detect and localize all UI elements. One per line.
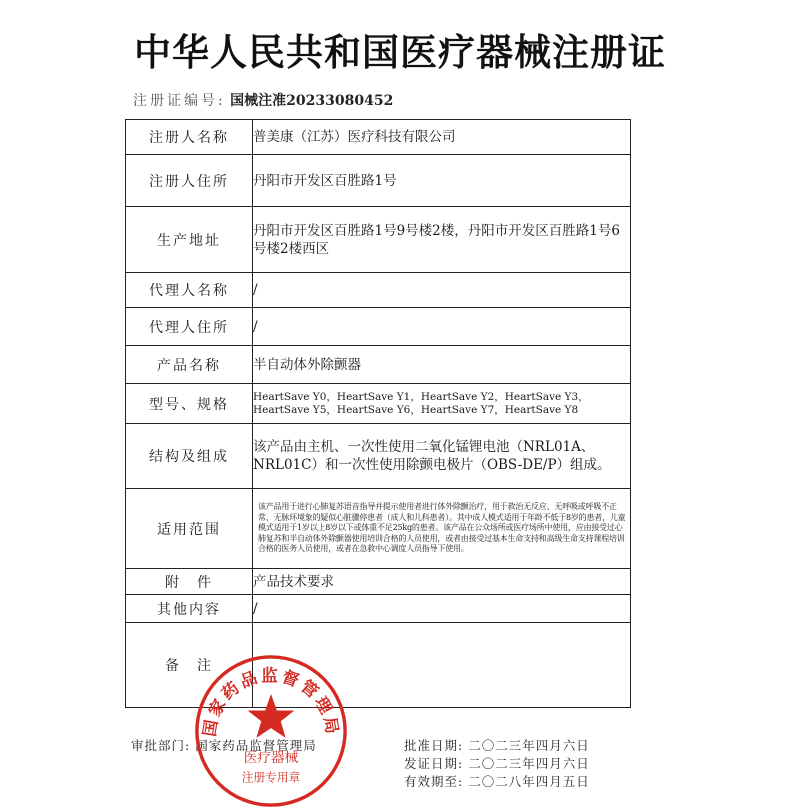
row-structure [126,424,631,489]
field-value: HeartSave Y0，HeartSave Y1，HeartSave Y2，HeartSave Y3，HeartSave Y5，HeartSave Y6，HeartSave Y7，HeartSave Y8 [253,384,631,424]
registration-number-value: 国械注准20233080452 [230,93,394,109]
field-value: 该产品由主机、一次性使用二氧化锰锂电池（NRL01A、NRL01C）和一次性使用除颤电极片（OBS-DE/P）组成。 [253,424,631,489]
field-value: 普美康（江苏）医疗科技有限公司 [253,120,631,155]
certificate-title: 中华人民共和国医疗器械注册证 [134,31,666,74]
row-agent-name [126,273,631,308]
field-label: 产品名称 [126,346,253,384]
row-model-spec [126,384,631,424]
field-label: 代理人名称 [126,273,253,308]
field-label: 备 注 [126,623,253,708]
issue-date [404,754,590,772]
field-label: 结构及组成 [126,424,253,489]
row-registrant-address [126,155,631,207]
field-label: 生产地址 [126,207,253,273]
row-registrant-name [126,120,631,155]
field-value: 丹阳市开发区百胜路1号 [253,155,631,207]
row-agent-address [126,308,631,346]
field-value: / [253,273,631,308]
field-label: 其他内容 [126,595,253,623]
valid-until-value: 二〇二八年四月五日 [468,774,590,789]
seal-star-icon [248,694,295,738]
approval-department-value: 国家药品监督管理局 [195,738,317,753]
field-value: 丹阳市开发区百胜路1号9号楼2楼，丹阳市开发区百胜路1号6号楼2楼西区 [253,207,631,273]
seal-line-2: 注册专用章 [241,770,301,785]
certificate-table [125,119,631,708]
row-attachment [126,569,631,595]
row-other [126,595,631,623]
field-value: 产品技术要求 [253,569,631,595]
field-label: 型号、规格 [126,384,253,424]
issue-date-value: 二〇二三年四月六日 [468,756,590,771]
row-scope [126,489,631,569]
approval-department-label: 审批部门: [131,738,191,753]
field-value: / [253,308,631,346]
field-label: 代理人住所 [126,308,253,346]
seal-ring-text: 国家药品监督管理局 [199,666,343,738]
field-label: 附 件 [126,569,253,595]
approval-date-label: 批准日期: [404,738,464,753]
field-label: 适用范围 [126,489,253,569]
field-value: / [253,595,631,623]
seal-line-1: 医疗器械 [243,750,299,767]
official-seal [193,653,349,809]
registration-number-label: 注册证编号: [133,93,226,109]
approval-date-value: 二〇二三年四月六日 [468,738,590,753]
row-production-address [126,207,631,273]
row-product-name [126,346,631,384]
valid-until [404,772,590,790]
valid-until-label: 有效期至: [404,774,464,789]
field-label: 注册人名称 [126,120,253,155]
issue-date-label: 发证日期: [404,756,464,771]
field-value: 该产品用于进行心肺复苏语音指导并提示使用者进行体外除颤治疗，用于救治无反应、无呼吸或呼吸不正常、无脉环境象的疑似心脏骤停患者（成人和儿科患者）。其中成人模式适用于年龄不低于8岁的患者，儿童模式适用于1岁以上8岁以下或体重不足25kg的患者。该产品在公众场所或医疗场所中使用，应由接受过心肺复苏和半自动体外除颤器使用培训合格的人员使用，或者由接受过基本生命支持和高级生命支持课程培训合格的医务人员使用，或者在急救中心调度人员指导下使用。 [253,489,631,569]
field-label: 注册人住所 [126,155,253,207]
field-value: 半自动体外除颤器 [253,346,631,384]
registration-number [133,90,393,110]
approval-date [404,736,590,754]
